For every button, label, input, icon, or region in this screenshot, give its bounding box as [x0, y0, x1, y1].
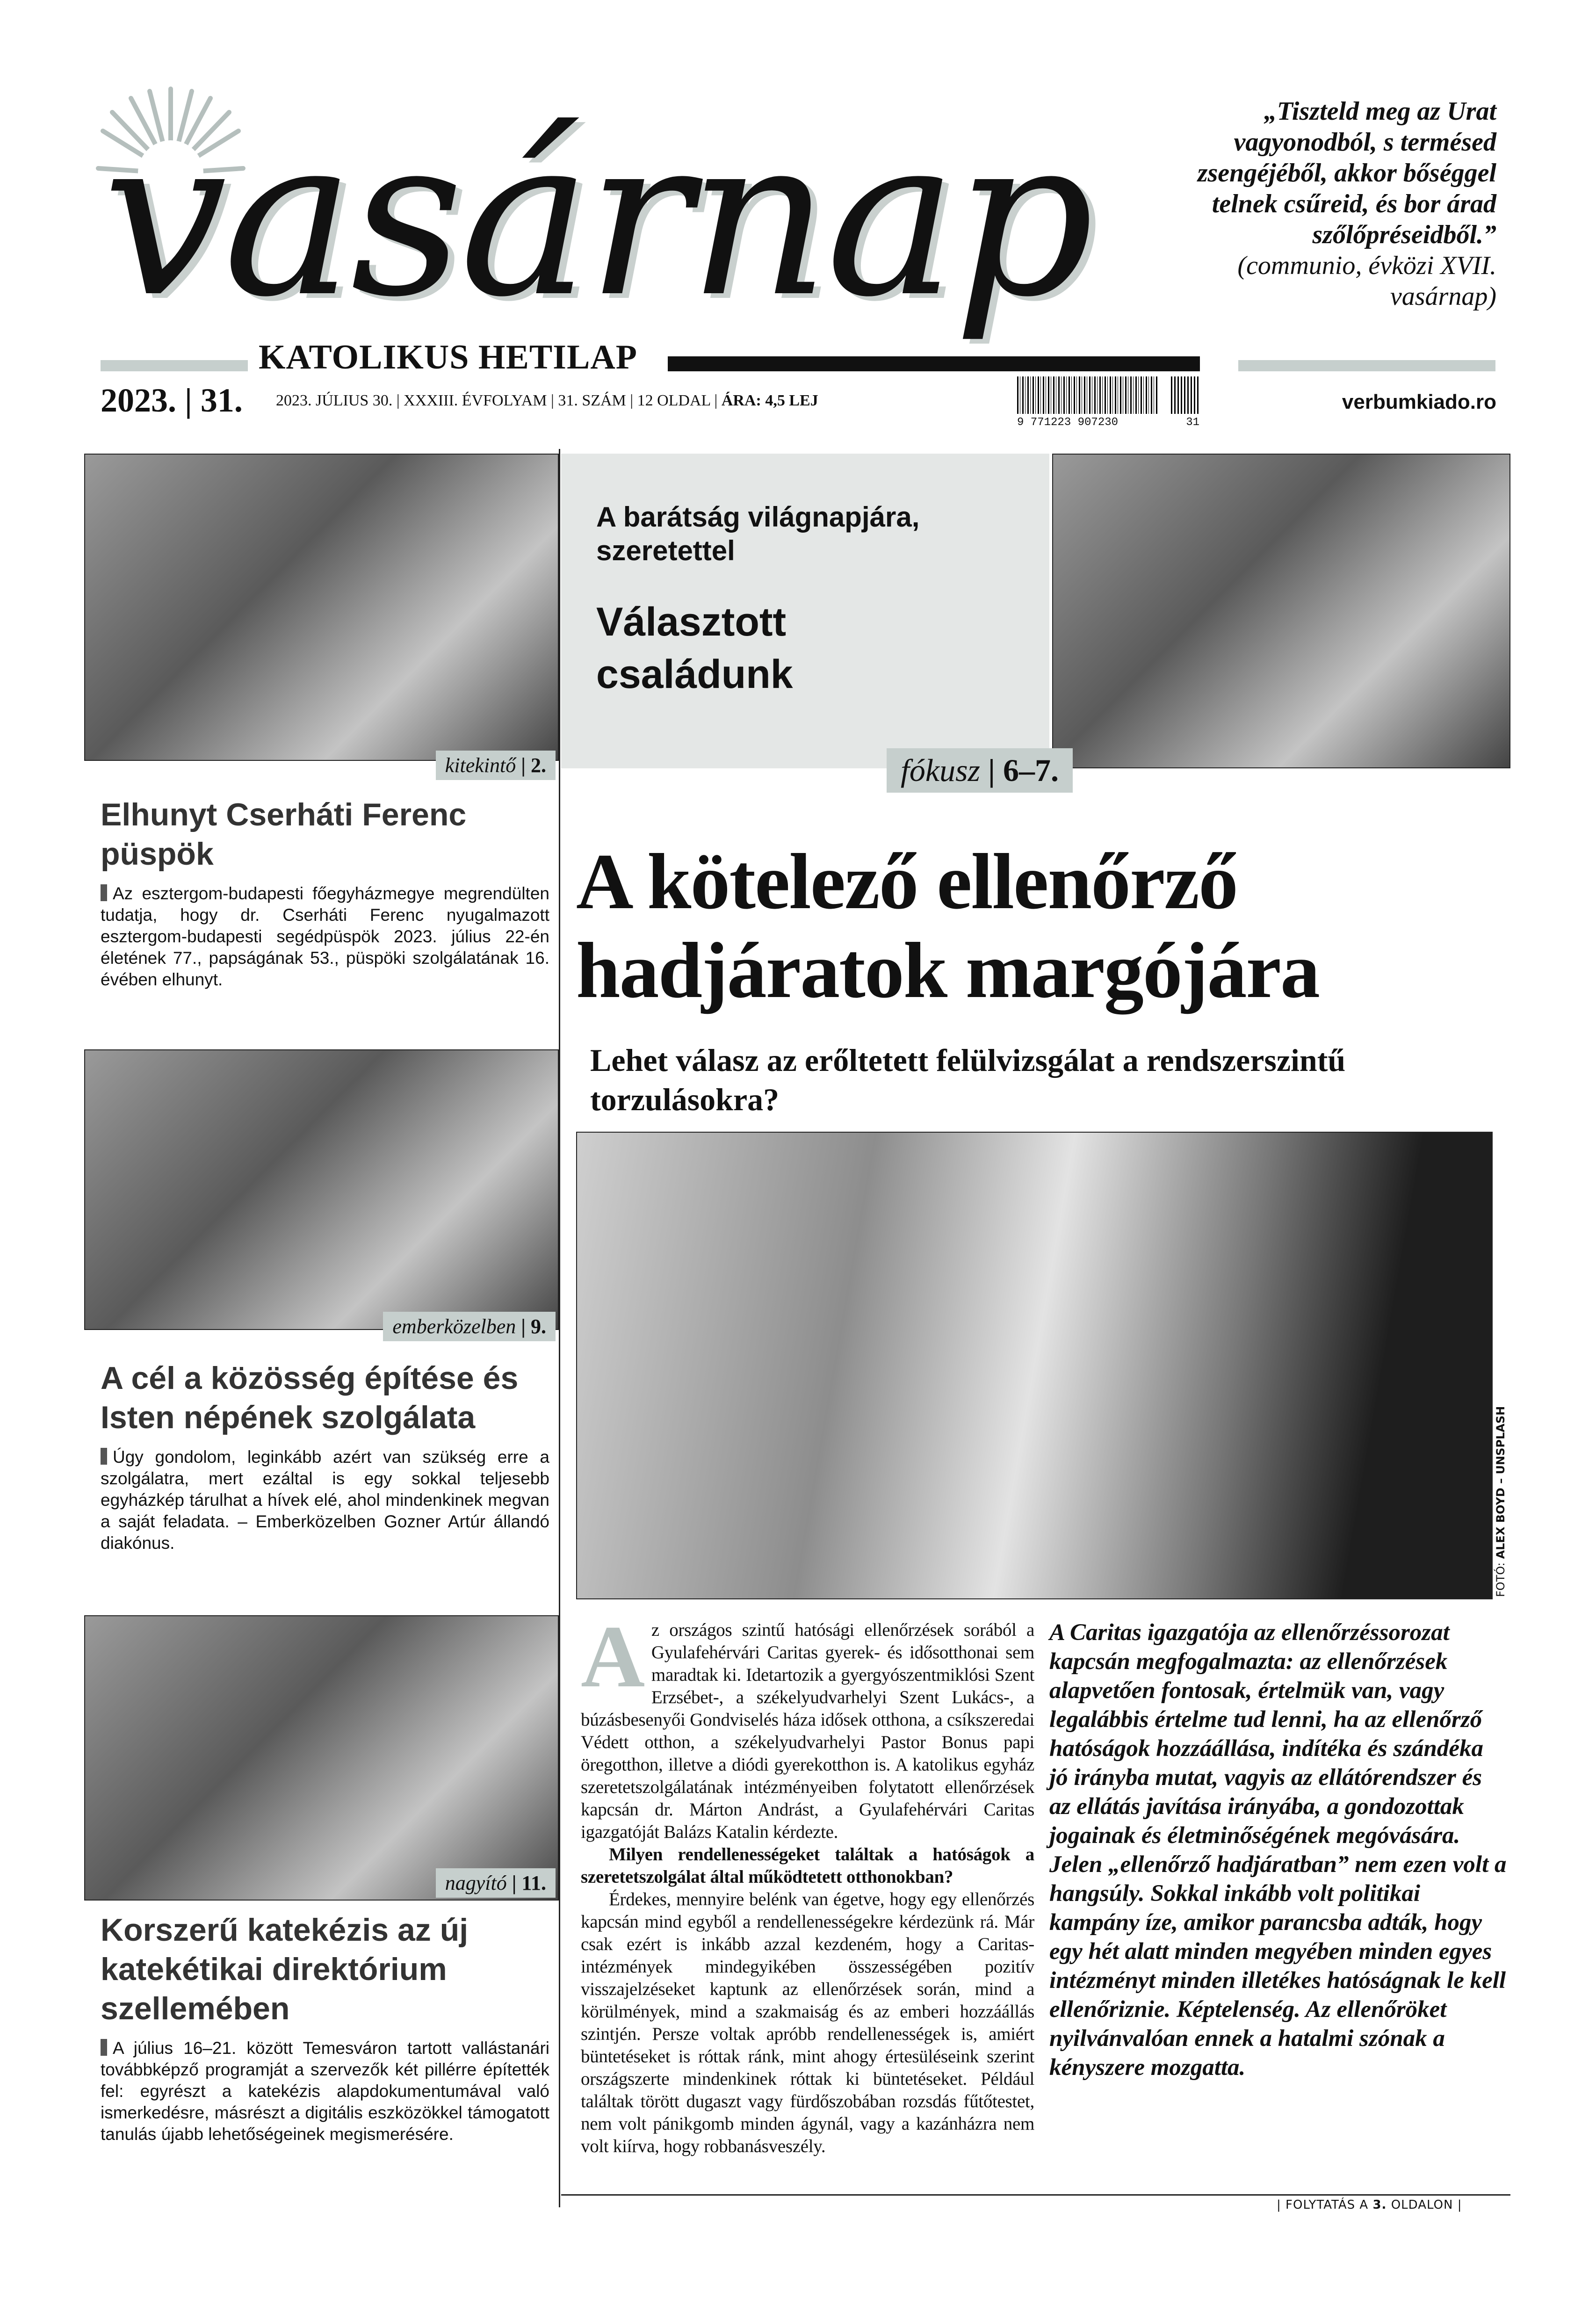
sidebar-story: [101, 1910, 549, 2145]
sidebar-lead: Az esztergom-budapesti főegyházmegye megrendülten tudatja, hogy dr. Cserháti Ferenc nyugalmazott esztergom-budapesti segédpüspök 2023. július 22-én életének 77., papságának 53., püspöki szolgálatának 16. évében elhunyt.: [101, 883, 549, 990]
article-body: [581, 1608, 1034, 2158]
article-intro: z országos szintű hatósági ellenőrzések sorából a Gyulafehérvári Caritas gyerek- és idősotthonai sem maradtak ki. Idetartozik a gyergyószentmiklósi Szent Erzsébet-, a székelyudvarhelyi Szent Lukács-, a búzásbesenyői Gondviselés háza idősek otthona, a csíkszeredai Védett otthon, a székelyudvarhelyi Pastor Bonus papi öregotthon, illetve a diódi gyerekotthon is. A katolikus egyház szeretetszolgálatának intézményeiben folytatott ellenőrzések kapcsán dr. Márton Andrást, a Gyulafehérvári Caritas igazgatóját Balázs Katalin kérdezte.: [581, 1620, 1034, 1842]
sidebar-headline[interactable]: A cél a közösség építése és Isten népének szolgálata: [101, 1360, 519, 1435]
sidebar-lead: Úgy gondolom, leginkább azért van szükség erre a szolgálatra, mert ezáltal is egy sokkal teljesebb egyházkép tárulhat a hívek elé, ahol mindenkinek megvan a saját feladata. – Emberközelben Gozner Artúr állandó diakónus.: [101, 1446, 549, 1554]
focus-teaser-panel[interactable]: [561, 454, 1049, 768]
main-subhead: Lehet válasz az erőltetett felülvizsgálat a rendszerszintű torzulásokra?: [590, 1042, 1346, 1117]
price: 4,5 LEJ: [765, 392, 818, 409]
issue-date: 2023. JÚLIUS 30.: [276, 392, 393, 409]
quote-source: (communio, évközi XVII. vasárnap): [1237, 251, 1496, 311]
section-tag-fokusz[interactable]: fókusz | 6–7.: [887, 748, 1073, 793]
masthead-divider: [1238, 360, 1495, 371]
focus-kicker: A barátság világnapjára, szeretettel: [596, 501, 920, 566]
issue-number: 2023. | 31.: [101, 382, 243, 419]
sidebar-headline[interactable]: Elhunyt Cserháti Ferenc püspök: [101, 797, 467, 872]
photo-credit: FOTÓ: ALEX BOYD – UNSPLASH: [1494, 1406, 1507, 1597]
drop-cap: A: [581, 1608, 645, 1706]
photo-ordination: [84, 1049, 559, 1330]
issue-pages: 12 OLDAL: [637, 392, 711, 409]
issue-volume: XXXIII. ÉVFOLYAM: [404, 392, 547, 409]
section-tag-kitekinto[interactable]: kitekintő | 2.: [436, 751, 556, 780]
focus-headline: Választott családunk: [596, 600, 793, 697]
quote-text: „Tiszteld meg az Urat vagyonodból, s termésed zsengéjéből, akkor bőséggel telnek csűreid, és bor árad szőlőpréseidből.”: [1197, 97, 1496, 249]
bottom-rule: [561, 2194, 1510, 2196]
section-tag-nagyito[interactable]: nagyító | 11.: [436, 1868, 556, 1898]
photo-elderly-woman: [576, 1132, 1493, 1599]
photo-joined-hands: [1052, 454, 1510, 768]
interview-question: Milyen rendellenességeket találtak a hatóságok a szeretetszolgálat által működtetett otthonokban?: [581, 1844, 1034, 1887]
photo-mass: [84, 454, 559, 761]
sidebar-story: [101, 1359, 549, 1554]
continuation-link[interactable]: | FOLYTATÁS A 3. OLDALON |: [1277, 2198, 1462, 2212]
masthead-divider: [101, 360, 248, 371]
photo-street-group: [84, 1615, 559, 1901]
pull-quote: A Caritas igazgatója az ellenőrzéssorozat kapcsán megfogalmazta: az ellenőrzések alapvetően fontosak, értelmük van, vagy legalábbis értelme tud lenni, ha az ellenőrző hatóságok hozzáállása, indítéka és szándéka jó irányba mutat, vagyis az ellátórendszer és az ellátás javítása irányába, a gondozottak jogainak és életminőségének megóvására. Jelen „ellenőrző hadjáratban” nem ezen volt a hangsúly. Sokkal inkább volt politikai kampány íze, amikor parancsba adták, hogy egy hét alatt minden megyében minden egyes intézményt minden illetékes hatóságnak le kell ellenőriznie. Képtelenség. Az ellenőröket nyilvánvalóan ennek a hatalmi szónak a kényszere mozgatta.: [1049, 1619, 1507, 2081]
masthead-bar: [668, 356, 1200, 371]
website-link[interactable]: verbumkiado.ro: [1342, 390, 1496, 413]
barcode: [1017, 376, 1204, 430]
sidebar-headline[interactable]: Korszerű katekézis az új katekétikai direktórium szellemében: [101, 1912, 469, 2026]
liturgical-quote: [1188, 96, 1496, 312]
section-tag-emberkozelben[interactable]: emberközelben | 9.: [383, 1312, 556, 1341]
price-label: ÁRA:: [721, 392, 761, 409]
issue-meta: 2023. JÚLIUS 30. | XXXIII. ÉVFOLYAM | 31. SZÁM | 12 OLDAL | ÁRA: 4,5 LEJ: [276, 392, 818, 409]
masthead-subtitle: KATOLIKUS HETILAP: [259, 338, 637, 376]
masthead-title: vasárnap: [103, 89, 1090, 345]
barcode-digits: 9 771223 907230: [1017, 416, 1119, 429]
interview-answer: Érdekes, mennyire belénk van égetve, hogy egy ellenőrzés kapcsán mind egyből a rendellenességekre kérdezünk rá. Már csak ezért is inkább azzal kezdeném, hogy a Caritas-intézmények mindegyikében összességében pozitív visszajelzéseket kaptunk az ellenőrzések során, mind a körülmények, mind a szakmaiság és az emberi hozzáállás szintjén. Persze voltak apróbb rendellenességek is, amiért büntetéseket is róttak ránk, mint ahogy értesüléseink szerint országszerte mindenkinek róttak ki büntetéseket. Például találtak törött dugaszt vagy fürdőszobában rozsdás fűtőtestet, nem volt pánikgomb minden ágynál, vagy a kazánházra nem volt kiírva, hogy robbanásveszély.: [581, 1889, 1034, 2156]
barcode-addon: 31: [1186, 416, 1199, 429]
issue-number-text: 31. SZÁM: [558, 392, 626, 409]
sidebar-story: [101, 795, 549, 990]
main-headline: A kötelező ellenőrző hadjáratok margójára: [576, 838, 1319, 1014]
column-divider: [559, 449, 560, 2207]
sidebar-lead: A július 16–21. között Temesváron tartott vallástanári továbbképző programját a szervezők két pillérre építették fel: egyrészt a katekézis alapdokumentumával való ismerkedésre, másrészt a digitális eszközökkel támogatott tanulás újabb lehetőségeinek megismerésére.: [101, 2038, 549, 2145]
